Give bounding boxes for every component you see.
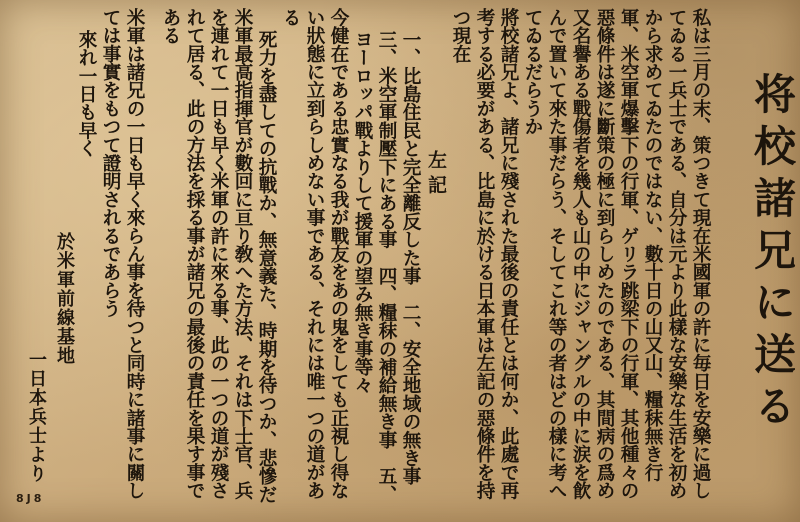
sender-location: 於米軍前線基地 [54,232,75,365]
body-line: てゐるだらうか [522,8,543,136]
body-line: 將校諸兄よ、諸兄に殘された最後の責任とは何か、此處で再 [498,8,519,500]
closing-line: ある [160,8,181,45]
list-line: 今健在である忠實なる我が戰友をあの鬼をしても正視し得な [328,8,349,500]
call-to-action: 來れ一日も早く [76,30,97,158]
list-line: 一、比島住民と完全離反した事 二、安全地域の無き事 [400,30,421,485]
sender-signature: 一日本兵士より [26,350,47,483]
body-line: んで置いて來た事だらう、そしてこれ等の者はどの樣に考へ [546,8,567,500]
body-line: つ現在 [450,8,471,63]
leaflet-code: 8J8 [16,492,45,505]
closing-line: 米軍最高指揮官が數回に亘り敎へた方法、それは下士官、兵 [232,8,253,500]
body-line: 軍、米空軍爆擊下の行軍、ゲリラ跳梁下の行軍、其他種々の [618,8,639,500]
body-line: 惡條件は遂に斷策の極に到らしめたのである、其間病の爲め [594,8,615,500]
closing-line: 米軍は諸兄の一日も早く來らん事を待つと同時に諸事に關し [124,8,145,500]
body-line: てゐる一兵士である、自分は元より此樣な安樂な生活を初め [666,8,687,500]
list-heading: 左記 [425,150,447,200]
body-line: 私は三月の末、策つきて現在米國軍の許に毎日を安樂に過し [690,8,711,500]
list-line: い狀態に立到らしめない事である、それには唯一つの道があ [304,8,325,500]
closing-line: を連れて一日も早く米軍の許に來る事、此の一つの道が殘さ [208,8,229,500]
leaflet-title: 将校諸兄に送る [748,72,797,436]
list-line: る [280,8,301,27]
closing-line: れて居る、此の方法を採る事が諸兄の最後の責任を果す事で [184,8,205,500]
list-line: ヨーロッパ戰よりして援軍の望み無き事等々 [352,30,373,394]
closing-line: 死力を盡しての抗戰か、無意義た、時期を待つか、悲慘だ [256,30,277,504]
closing-line: ては事實をもつて證明されるであらう [100,8,121,318]
body-line: 考する必要がある、比島に於ける日本軍は左記の惡條件を持 [474,8,495,500]
body-line: から求めてゐたのではない、數十日の山又山、糧秣無き行 [642,8,663,482]
list-line: 三、米空軍制壓下にある事 四、糧秣の補給無き事 五、 [376,30,397,504]
body-line: 又名譽ある戰傷者を幾人も山の中にジャングルの中に涙を飮 [570,8,591,500]
